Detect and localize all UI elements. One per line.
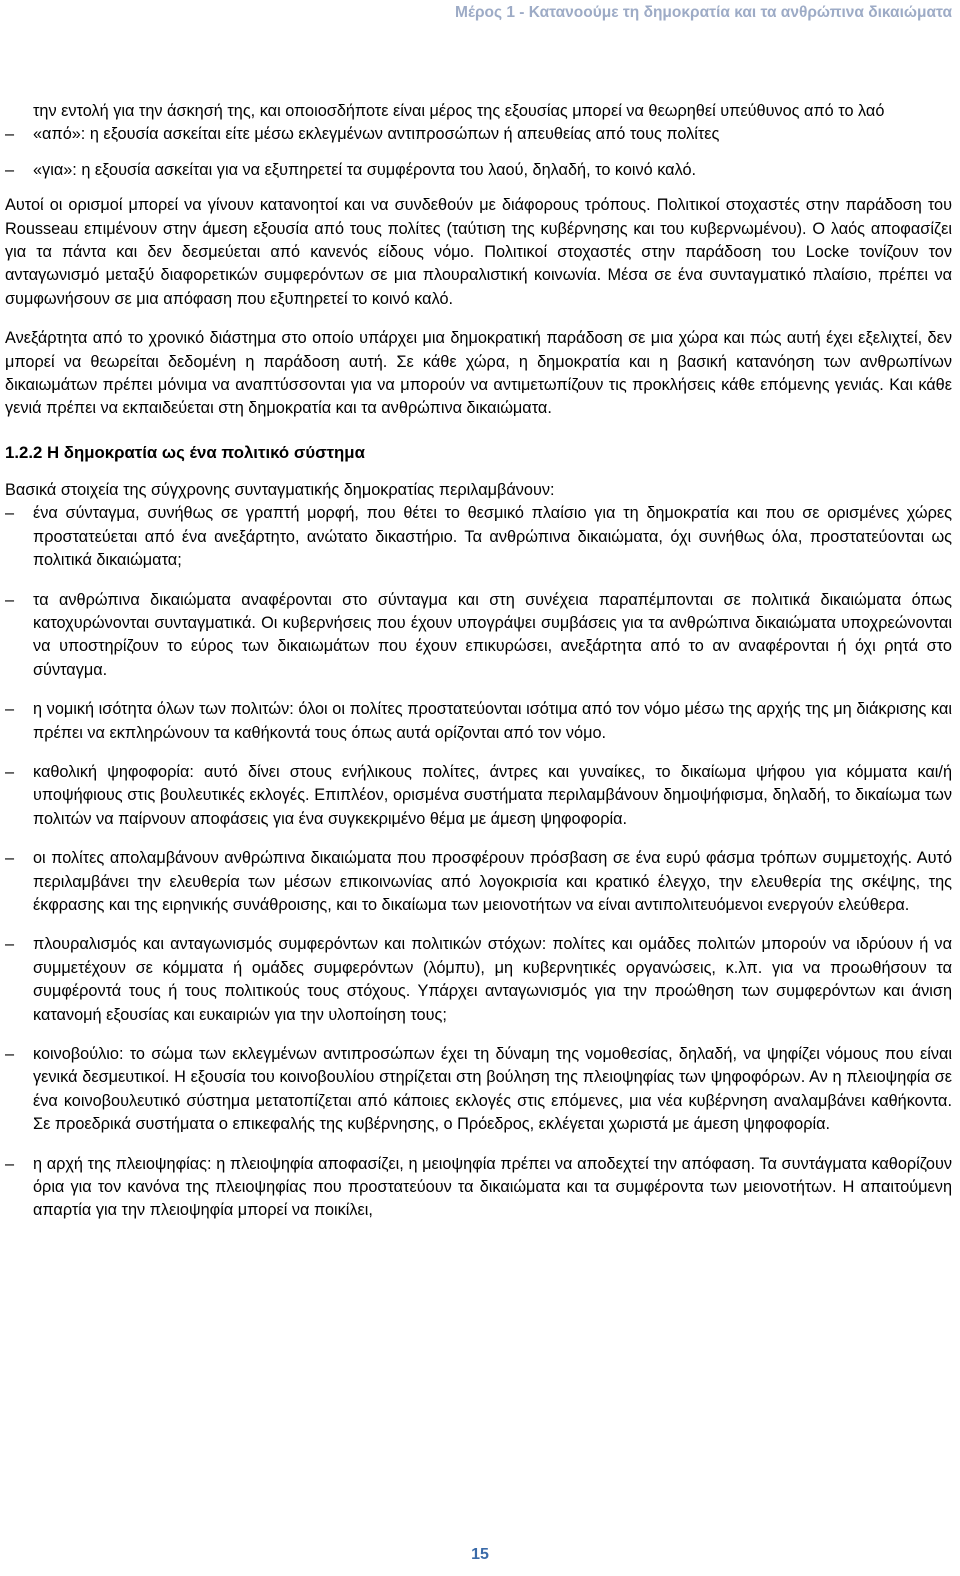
list-item: – ένα σύνταγμα, συνήθως σε γραπτή μορφή, που θέτει το θεσμικό πλαίσιο για τη δημοκρατία και που σε ορισμένες χώρες προστατεύεται από ένα ανεξάρτητο, ανώτατο δικαστήριο. Τα ανθρώπινα δικαιώματα, όχι συνήθως όλα, προστατεύονται ως πολιτικά δικαιώματα; bbox=[5, 502, 952, 572]
definition-list bbox=[5, 123, 952, 182]
paragraph: Ανεξάρτητα από το χρονικό διάστημα στο οποίο υπάρχει μια δημοκρατική παράδοση σε μια χώρα και πώς αυτή έχει εξελιχτεί, δεν μπορεί να θεωρείται δεδομένη η παράδοση αυτή. Σε κάθε χώρα, η δημοκρατία και η βασική κατανόηση των ανθρωπίνων δικαιωμάτων πρέπει μόνιμα να αναπτύσσονται για να μπορούν να αντιμετωπίζουν τις προκλήσεις κάθε επόμενης γενιάς. Και κάθε γενιά πρέπει να εκπαιδεύεται στη δημοκρατία και τα ανθρώπινα δικαιώματα. bbox=[5, 329, 952, 418]
list-item: – οι πολίτες απολαμβάνουν ανθρώπινα δικαιώματα που προσφέρουν πρόσβαση σε ένα ευρύ φάσμα τρόπων συμμετοχής. Αυτό περιλαμβάνει την ελευθερία των μέσων επικοινωνίας από λογοκρισία και κρατικό έλεγχο, την ελευθερία της σκέψης, της έκφρασης και της ειρηνικής συνάθροισης, και το δικαίωμα των μειονοτήτων να είναι αντιπολιτευόμενοι ενεργούν ελεύθερα. bbox=[5, 847, 952, 917]
page-number: 15 bbox=[471, 1546, 489, 1563]
list-item: – «για»: η εξουσία ασκείται για να εξυπηρετεί τα συμφέροντα του λαού, δηλαδή, το κοινό καλό. bbox=[5, 159, 952, 182]
page-body bbox=[5, 100, 952, 1239]
elements-list bbox=[5, 502, 952, 1223]
paragraph: Αυτοί οι ορισμοί μπορεί να γίνουν κατανοητοί και να συνδεθούν με διάφορους τρόπους. Πολιτικοί στοχαστές στην παράδοση του Rousseau επιμένουν στην άμεση εξουσία από τους πολίτες (ταύτιση της κυβέρνησης και του κυβερνωμένου). Ο λαός αποφασίζει για τα πάντα και δεν δεσμεύεται από κανενός είδους νόμο. Πολιτικοί στοχαστές στην παράδοση του Locke τονίζουν τον ανταγωνισμό μεταξύ διαφορετικών συμφερόντων σε μια πλουραλιστική κοινωνία. Μέσα σε ένα συνταγματικό πλαίσιο, πρέπει να συμφωνήσουν σε μια απόφαση που εξυπηρετεί το κοινό καλό. bbox=[5, 196, 952, 308]
list-item: – τα ανθρώπινα δικαιώματα αναφέρονται στο σύνταγμα και στη συνέχεια παραπέμπονται σε πολιτικά δικαιώματα όπως κατοχυρώνονται συνταγματικά. Οι κυβερνήσεις που έχουν υπογράψει συμβάσεις για τα ανθρώπινα δικαιώματα υποχρεώνονται να υποστηρίζουν το εύρος των δικαιωμάτων που έχουν επικυρώσει, ανεξάρτητα από το αν αναφέρονται ή όχι ρητά στο σύνταγμα. bbox=[5, 589, 952, 683]
list-item: – η νομική ισότητα όλων των πολιτών: όλοι οι πολίτες προστατεύονται ισότιμα από τον νόμο μέσω της αρχής της μη διάκρισης και πρέπει να εκπληρώνουν τα καθήκοντά τους όπως αυτά ορίζονται από τον νόμο. bbox=[5, 698, 952, 745]
intro-continuation: την εντολή για την άσκησή της, και οποιοσδήποτε είναι μέρος της εξουσίας μπορεί να θεωρηθεί υπεύθυνος από το λαό bbox=[33, 102, 885, 120]
list-item: – «από»: η εξουσία ασκείται είτε μέσω εκλεγμένων αντιπροσώπων ή απευθείας από τους πολίτες bbox=[5, 123, 952, 146]
running-header: Μέρος 1 - Κατανοούμε τη δημοκρατία και τα ανθρώπινα δικαιώματα bbox=[455, 4, 952, 21]
section-heading: 1.2.2 Η δημοκρατία ως ένα πολιτικό σύστημα bbox=[5, 442, 365, 462]
section-intro: Βασικά στοιχεία της σύγχρονης συνταγματικής δημοκρατίας περιλαμβάνουν: bbox=[5, 480, 555, 499]
list-item: – πλουραλισμός και ανταγωνισμός συμφερόντων και πολιτικών στόχων: πολίτες και ομάδες πολιτών μπορούν να ιδρύουν ή να συμμετέχουν σε κόμματα ή ομάδες συμφερόντων (λόμπυ), μη κυβερνητικές οργανώσεις, κ.λπ. για να προωθήσουν τα συμφέροντά τους ή τους πολιτικούς τους στόχους. Υπάρχει ανταγωνισμός για την προώθηση των συμφερόντων και άνιση κατανομή εξουσίας και ευκαιριών για την υλοποίηση τους; bbox=[5, 933, 952, 1027]
list-item: – κοινοβούλιο: το σώμα των εκλεγμένων αντιπροσώπων έχει τη δύναμη της νομοθεσίας, δηλαδή, να ψηφίζει νόμους που είναι γενικά δεσμευτικοί. Η εξουσία του κοινοβουλίου στηρίζεται στη βούληση της πλειοψηφίας των ψηφοφόρων. Αν η πλειοψηφία σε ένα κοινοβουλευτικό σύστημα μετατοπίζεται από κάποιες εκλογές στις επόμενες, μια νέα κυβέρνηση αναλαμβάνει καθήκοντα. Σε προεδρικά συστήματα ο επικεφαλής της κυβέρνησης, ο Πρόεδρος, εκλέγεται χωριστά με άμεση ψηφοφορία. bbox=[5, 1043, 952, 1137]
list-item: – η αρχή της πλειοψηφίας: η πλειοψηφία αποφασίζει, η μειοψηφία πρέπει να αποδεχτεί την απόφαση. Τα συντάγματα καθορίζουν όρια για τον κανόνα της πλειοψηφίας που προστατεύουν τα δικαιώματα και τα συμφέροντα των μειονοτήτων. Η απαιτούμενη απαρτία για την πλειοψηφία μπορεί να ποικίλει, bbox=[5, 1153, 952, 1223]
list-item: – καθολική ψηφοφορία: αυτό δίνει στους ενήλικους πολίτες, άντρες και γυναίκες, το δικαίωμα ψήφου για κόμματα και/ή υποψήφιους στις βουλευτικές εκλογές. Επιπλέον, ορισμένα συστήματα περιλαμβάνουν δημοψήφισμα, δηλαδή, το δικαίωμα των πολιτών να παίρνουν αποφάσεις για ένα συγκεκριμένο θέμα με άμεση ψηφοφορία. bbox=[5, 761, 952, 831]
